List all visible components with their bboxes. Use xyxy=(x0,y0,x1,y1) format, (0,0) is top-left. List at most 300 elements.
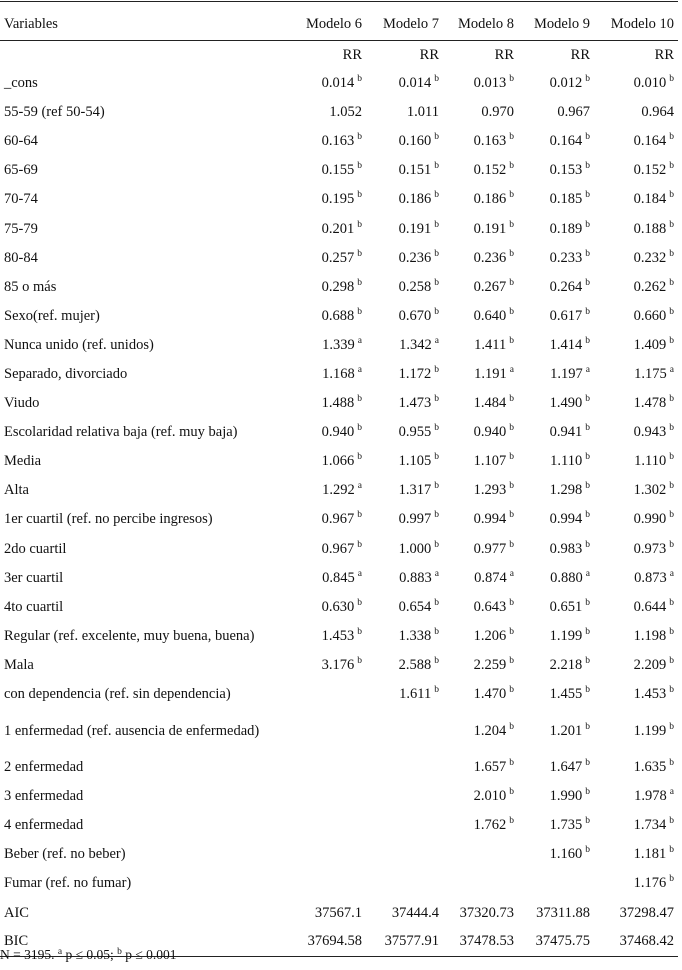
rr-value: 0.236 xyxy=(398,249,432,266)
rr-cell xyxy=(518,214,594,243)
row-label: 3er cuartil xyxy=(4,569,64,586)
rr-value: 0.267 xyxy=(473,278,507,295)
rr-cell xyxy=(518,593,594,622)
row-label: _cons xyxy=(4,75,38,92)
significance-marker: b xyxy=(434,685,439,696)
significance-marker: b xyxy=(509,758,514,769)
rr-cell xyxy=(594,98,678,127)
rr-value: 1.484 xyxy=(473,395,507,412)
rr-value: 0.943 xyxy=(633,424,667,441)
rr-cell xyxy=(366,69,443,98)
row-label: 3 enfermedad xyxy=(4,788,84,805)
rr-value: 0.964 xyxy=(641,104,674,121)
rr-cell xyxy=(290,651,366,680)
rr-cell xyxy=(443,593,518,622)
rr-value: 0.188 xyxy=(633,220,667,237)
significance-marker: b xyxy=(585,481,590,492)
significance-marker: a xyxy=(357,481,362,492)
rr-value: 2.588 xyxy=(398,656,432,673)
significance-marker: b xyxy=(669,335,674,346)
significance-marker: b xyxy=(585,597,590,608)
unit-label: RR xyxy=(494,46,514,63)
rr-value: 0.257 xyxy=(321,249,355,266)
row-label: Fumar (ref. no fumar) xyxy=(4,875,132,892)
row-label: Viudo xyxy=(4,395,40,412)
rr-value: 0.880 xyxy=(550,569,583,586)
row-label: 1er cuartil (ref. no percibe ingresos) xyxy=(4,511,213,528)
significance-marker: b xyxy=(585,394,590,405)
rr-cell xyxy=(290,505,366,534)
rr-value: 0.670 xyxy=(398,307,432,324)
rr-cell xyxy=(518,418,594,447)
rr-cell xyxy=(443,418,518,447)
rr-value: 0.164 xyxy=(633,133,667,150)
table-row xyxy=(0,156,678,185)
table-body xyxy=(0,69,678,957)
rr-cell xyxy=(366,564,443,593)
rr-value: 0.660 xyxy=(633,307,667,324)
table-row xyxy=(0,680,678,709)
rr-cell xyxy=(366,869,443,898)
rr-value: 1.011 xyxy=(406,104,439,121)
significance-marker: b xyxy=(509,510,514,521)
table-row xyxy=(0,127,678,156)
footnote xyxy=(0,947,177,963)
significance-marker: a xyxy=(434,335,439,346)
significance-marker: b xyxy=(669,248,674,259)
rr-cell xyxy=(366,928,443,957)
significance-marker: b xyxy=(357,452,362,463)
significance-marker: b xyxy=(669,874,674,885)
significance-marker: b xyxy=(434,277,439,288)
rr-value: 1.199 xyxy=(633,722,667,739)
rr-cell xyxy=(290,476,366,505)
rr-cell xyxy=(594,69,678,98)
rr-value: 0.640 xyxy=(473,307,507,324)
rr-value: 0.013 xyxy=(473,75,507,92)
rr-cell xyxy=(518,331,594,360)
significance-marker: b xyxy=(509,277,514,288)
significance-marker: b xyxy=(669,277,674,288)
rr-cell xyxy=(290,869,366,898)
rr-value: 0.014 xyxy=(398,75,432,92)
significance-marker: b xyxy=(669,845,674,856)
rr-cell xyxy=(366,360,443,389)
significance-marker: b xyxy=(585,758,590,769)
significance-marker: b xyxy=(434,364,439,375)
rr-value: 1.762 xyxy=(473,817,507,834)
rr-value: 1.647 xyxy=(549,759,583,776)
rr-cell xyxy=(594,214,678,243)
row-label: 80-84 xyxy=(4,249,38,266)
rr-cell xyxy=(443,214,518,243)
row-label: Separado, divorciado xyxy=(4,365,128,382)
significance-marker: b xyxy=(509,306,514,317)
rr-value: 0.160 xyxy=(398,133,432,150)
footnote-n: N = 3195. xyxy=(0,947,55,962)
rr-value: 1.611 xyxy=(399,686,432,703)
significance-marker: b xyxy=(669,816,674,827)
rr-value: 1.168 xyxy=(322,365,355,382)
table-row xyxy=(0,98,678,127)
rr-value: 1.478 xyxy=(633,395,667,412)
rr-cell xyxy=(443,331,518,360)
significance-marker: b xyxy=(509,539,514,550)
significance-marker: b xyxy=(669,74,674,85)
significance-marker: b xyxy=(669,481,674,492)
significance-marker: b xyxy=(509,787,514,798)
significance-marker: a xyxy=(669,568,674,579)
rr-cell xyxy=(594,782,678,811)
significance-marker: b xyxy=(434,161,439,172)
row-label: 70-74 xyxy=(4,191,38,208)
rr-value: 1.490 xyxy=(549,395,583,412)
rr-value: 0.012 xyxy=(549,75,583,92)
significance-marker: b xyxy=(585,845,590,856)
significance-marker: b xyxy=(357,132,362,143)
rr-cell xyxy=(366,447,443,476)
rr-cell xyxy=(594,156,678,185)
rr-cell xyxy=(290,622,366,651)
rr-value: 0.236 xyxy=(473,249,507,266)
rr-value: 1.181 xyxy=(633,846,667,863)
rr-cell xyxy=(290,185,366,214)
rr-value: 2.010 xyxy=(473,788,507,805)
row-label: Media xyxy=(4,453,42,470)
significance-marker: b xyxy=(434,626,439,637)
rr-cell xyxy=(290,840,366,869)
rr-value: 1.292 xyxy=(322,482,355,499)
rr-value: 0.967 xyxy=(557,104,590,121)
table-row xyxy=(0,564,678,593)
rr-cell xyxy=(443,840,518,869)
rr-cell xyxy=(518,899,594,928)
rr-value: 1.298 xyxy=(549,482,583,499)
variables-header: Variables xyxy=(0,2,290,41)
rr-value: 0.688 xyxy=(321,307,355,324)
significance-marker: b xyxy=(357,190,362,201)
significance-marker: b xyxy=(669,452,674,463)
rr-cell xyxy=(594,753,678,782)
significance-marker: a xyxy=(509,568,514,579)
footnote-a-text: p ≤ 0.05; xyxy=(62,947,118,962)
rr-value: 0.185 xyxy=(549,191,583,208)
rr-cell xyxy=(518,360,594,389)
row-label: 60-64 xyxy=(4,133,38,150)
rr-value: 0.955 xyxy=(398,424,432,441)
unit-label: RR xyxy=(654,46,674,63)
model-header: Modelo 10 xyxy=(594,2,678,41)
significance-marker: b xyxy=(585,685,590,696)
significance-marker: b xyxy=(357,597,362,608)
rr-cell xyxy=(366,214,443,243)
rr-cell xyxy=(443,69,518,98)
significance-marker: b xyxy=(585,277,590,288)
row-label: Regular (ref. excelente, muy buena, buena) xyxy=(4,627,255,644)
rr-value: 1.342 xyxy=(399,336,432,353)
rr-cell xyxy=(518,389,594,418)
rr-value: 1.455 xyxy=(549,686,583,703)
significance-marker: b xyxy=(434,597,439,608)
rr-value: 0.191 xyxy=(473,220,507,237)
significance-marker: b xyxy=(509,626,514,637)
significance-marker: a xyxy=(669,364,674,375)
table-row xyxy=(0,447,678,476)
row-label: BIC xyxy=(0,928,290,957)
rr-value: 0.155 xyxy=(321,162,355,179)
rr-value: 0.643 xyxy=(473,598,507,615)
rr-value: 0.940 xyxy=(473,424,507,441)
rr-value: 0.654 xyxy=(398,598,432,615)
rr-cell xyxy=(518,651,594,680)
significance-marker: b xyxy=(434,423,439,434)
rr-value: 0.630 xyxy=(321,598,355,615)
table-row xyxy=(0,840,678,869)
significance-marker: b xyxy=(669,626,674,637)
significance-marker: b xyxy=(434,539,439,550)
table-row xyxy=(0,505,678,534)
rr-cell xyxy=(594,244,678,273)
rr-value: 0.151 xyxy=(398,162,432,179)
rr-cell xyxy=(290,302,366,331)
rr-cell xyxy=(518,505,594,534)
rr-value: 1.175 xyxy=(634,365,667,382)
rr-value: 1.201 xyxy=(549,722,583,739)
rr-cell xyxy=(290,156,366,185)
rr-value: 1.409 xyxy=(633,336,667,353)
rr-value: 0.184 xyxy=(633,191,667,208)
rr-cell xyxy=(594,840,678,869)
rr-cell xyxy=(443,564,518,593)
rr-cell xyxy=(518,753,594,782)
rr-cell xyxy=(366,811,443,840)
significance-marker: b xyxy=(434,394,439,405)
row-label: 4to cuartil xyxy=(4,598,64,615)
rr-value: 0.233 xyxy=(549,249,583,266)
rr-cell xyxy=(594,811,678,840)
rr-cell xyxy=(518,840,594,869)
rr-value: 1.453 xyxy=(321,627,355,644)
rr-cell xyxy=(443,244,518,273)
rr-value: 1.470 xyxy=(473,686,507,703)
significance-marker: b xyxy=(434,248,439,259)
rr-value: 1.204 xyxy=(473,722,507,739)
rr-cell xyxy=(594,302,678,331)
table-row xyxy=(0,869,678,898)
significance-marker: b xyxy=(509,248,514,259)
rr-cell xyxy=(290,447,366,476)
rr-cell xyxy=(443,622,518,651)
significance-marker: b xyxy=(585,219,590,230)
rr-value: 3.176 xyxy=(321,656,355,673)
row-label: Beber (ref. no beber) xyxy=(4,846,126,863)
significance-marker: b xyxy=(585,306,590,317)
significance-marker: b xyxy=(669,394,674,405)
rr-value: 37577.91 xyxy=(384,933,439,950)
significance-marker: b xyxy=(669,161,674,172)
rr-cell xyxy=(594,899,678,928)
significance-marker: b xyxy=(669,539,674,550)
rr-value: 0.997 xyxy=(398,511,432,528)
rr-value: 0.163 xyxy=(473,133,507,150)
footnote-b-text: p ≤ 0.001 xyxy=(121,947,177,962)
rr-cell xyxy=(366,622,443,651)
rr-cell xyxy=(443,928,518,957)
rr-value: 37478.53 xyxy=(459,933,514,950)
rr-cell xyxy=(594,622,678,651)
significance-marker: b xyxy=(669,190,674,201)
rr-cell xyxy=(366,651,443,680)
significance-marker: b xyxy=(509,161,514,172)
significance-marker: b xyxy=(669,423,674,434)
rr-value: 0.189 xyxy=(549,220,583,237)
rr-cell xyxy=(518,782,594,811)
rr-cell xyxy=(290,709,366,753)
significance-marker: b xyxy=(434,219,439,230)
rr-cell xyxy=(290,564,366,593)
significance-marker: a xyxy=(434,568,439,579)
rr-cell xyxy=(443,753,518,782)
rr-cell xyxy=(366,418,443,447)
rr-cell xyxy=(366,782,443,811)
rr-value: 1.052 xyxy=(329,104,362,121)
row-label: 85 o más xyxy=(4,278,57,295)
rr-cell xyxy=(594,535,678,564)
model-header: Modelo 7 xyxy=(366,2,443,41)
table-row xyxy=(0,185,678,214)
unit-label: RR xyxy=(570,46,590,63)
rr-value: 1.473 xyxy=(398,395,432,412)
rr-value: 37567.1 xyxy=(314,904,362,921)
rr-cell xyxy=(518,709,594,753)
rr-cell xyxy=(443,302,518,331)
rr-value: 1.107 xyxy=(473,453,507,470)
rr-value: 0.264 xyxy=(549,278,583,295)
significance-marker: b xyxy=(669,721,674,732)
row-label: 65-69 xyxy=(4,162,38,179)
rr-value: 1.110 xyxy=(550,453,583,470)
table-row xyxy=(0,389,678,418)
rr-value: 2.209 xyxy=(633,656,667,673)
rr-value: 0.153 xyxy=(549,162,583,179)
row-label: 1 enfermedad (ref. ausencia de enfermedad) xyxy=(4,722,260,739)
rr-cell xyxy=(290,98,366,127)
rr-value: 0.973 xyxy=(633,540,667,557)
significance-marker: a xyxy=(357,364,362,375)
rr-cell xyxy=(594,505,678,534)
rr-cell xyxy=(443,680,518,709)
significance-marker: a xyxy=(669,787,674,798)
table-row xyxy=(0,709,678,753)
row-label: Mala xyxy=(4,656,34,673)
rr-value: 1.411 xyxy=(474,336,507,353)
significance-marker: b xyxy=(509,190,514,201)
rr-value: 0.970 xyxy=(481,104,514,121)
table-row xyxy=(0,214,678,243)
significance-marker: b xyxy=(434,510,439,521)
rr-value: 1.191 xyxy=(474,365,507,382)
row-label: 4 enfermedad xyxy=(4,817,84,834)
table-row xyxy=(0,418,678,447)
significance-marker: b xyxy=(669,685,674,696)
rr-value: 0.186 xyxy=(398,191,432,208)
rr-cell xyxy=(518,98,594,127)
significance-marker: b xyxy=(669,306,674,317)
rr-cell xyxy=(443,185,518,214)
rr-value: 0.164 xyxy=(549,133,583,150)
row-label: 75-79 xyxy=(4,220,38,237)
rr-cell xyxy=(518,273,594,302)
rr-value: 2.259 xyxy=(473,656,507,673)
rr-value: 37475.75 xyxy=(535,933,590,950)
table-row xyxy=(0,593,678,622)
significance-marker: b xyxy=(669,758,674,769)
significance-marker: b xyxy=(434,190,439,201)
table-row xyxy=(0,302,678,331)
significance-marker: a xyxy=(357,568,362,579)
row-label: con dependencia (ref. sin dependencia) xyxy=(4,686,231,703)
rr-value: 1.635 xyxy=(633,759,667,776)
rr-cell xyxy=(443,505,518,534)
rr-cell xyxy=(443,651,518,680)
rr-cell xyxy=(443,273,518,302)
significance-marker: b xyxy=(509,597,514,608)
rr-value: 0.940 xyxy=(321,424,355,441)
rr-value: 0.845 xyxy=(322,569,355,586)
rr-cell xyxy=(290,782,366,811)
rr-cell xyxy=(594,360,678,389)
rr-cell xyxy=(594,389,678,418)
table-row xyxy=(0,244,678,273)
significance-marker: b xyxy=(585,510,590,521)
significance-marker: b xyxy=(585,74,590,85)
rr-cell xyxy=(594,185,678,214)
significance-marker: b xyxy=(434,452,439,463)
rr-cell xyxy=(290,811,366,840)
rr-value: 0.941 xyxy=(549,424,583,441)
table-row xyxy=(0,622,678,651)
table-row xyxy=(0,811,678,840)
rr-cell xyxy=(366,593,443,622)
footnote-sup-a: a xyxy=(57,947,63,957)
model-header: Modelo 9 xyxy=(518,2,594,41)
significance-marker: b xyxy=(434,74,439,85)
rr-cell xyxy=(443,476,518,505)
significance-marker: b xyxy=(669,597,674,608)
rr-cell xyxy=(366,753,443,782)
rr-cell xyxy=(443,360,518,389)
significance-marker: a xyxy=(509,364,514,375)
rr-value: 1.317 xyxy=(398,482,432,499)
significance-marker: b xyxy=(509,335,514,346)
rr-cell xyxy=(594,273,678,302)
rr-value: 0.967 xyxy=(321,540,355,557)
row-label: Escolaridad relativa baja (ref. muy baja) xyxy=(4,424,238,441)
rr-cell xyxy=(290,127,366,156)
significance-marker: b xyxy=(509,655,514,666)
rr-cell xyxy=(290,389,366,418)
row-label: Sexo(ref. mujer) xyxy=(4,307,100,324)
significance-marker: b xyxy=(509,394,514,405)
rr-cell xyxy=(443,127,518,156)
significance-marker: b xyxy=(585,721,590,732)
rr-value: 1.293 xyxy=(473,482,507,499)
rr-cell xyxy=(366,709,443,753)
significance-marker: a xyxy=(585,568,590,579)
row-label: 2 enfermedad xyxy=(4,759,84,776)
rr-value: 37468.42 xyxy=(619,933,674,950)
rr-cell xyxy=(443,156,518,185)
